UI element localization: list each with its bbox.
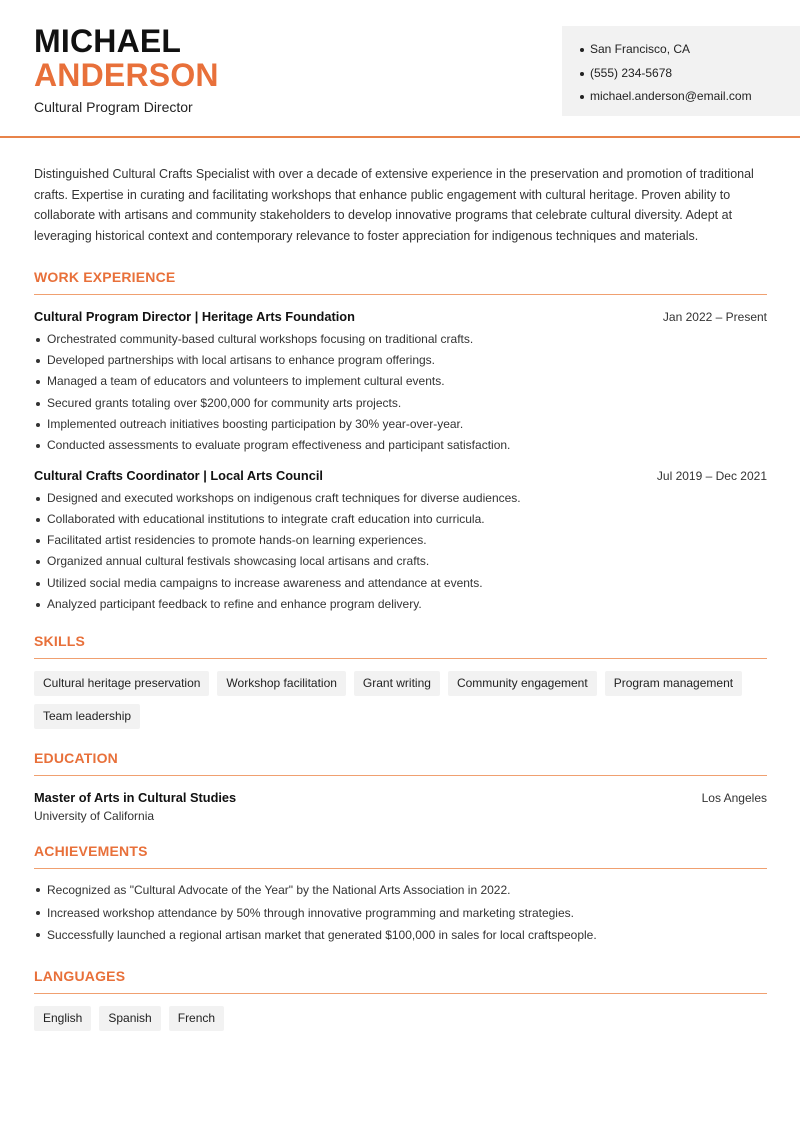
- job-bullet: Designed and executed workshops on indigenous craft techniques for diverse audiences.: [34, 488, 767, 509]
- contact-location: San Francisco, CA: [580, 38, 800, 62]
- skill-chip: Grant writing: [354, 671, 440, 696]
- achievement-item: Recognized as "Cultural Advocate of the Year" by the National Arts Association in 2022.: [34, 879, 767, 902]
- job-header: [34, 309, 767, 324]
- education-location: Los Angeles: [701, 791, 767, 806]
- job-bullet: Managed a team of educators and volunteers to implement cultural events.: [34, 371, 767, 392]
- skill-chip: Community engagement: [448, 671, 597, 696]
- job-bullet: Orchestrated community-based cultural workshops focusing on traditional crafts.: [34, 329, 767, 350]
- job-title: Cultural Program Director: [34, 99, 193, 115]
- job-bullet: Organized annual cultural festivals showcasing local artisans and crafts.: [34, 551, 767, 572]
- education-section: [34, 750, 767, 823]
- skills-section: [34, 633, 767, 729]
- job-bullet: Facilitated artist residencies to promote hands-on learning experiences.: [34, 530, 767, 551]
- skill-chip: Team leadership: [34, 704, 140, 729]
- job-bullet: Utilized social media campaigns to increase awareness and attendance at events.: [34, 573, 767, 594]
- last-name: ANDERSON: [34, 57, 219, 93]
- job-bullet: Secured grants totaling over $200,000 for community arts projects.: [34, 393, 767, 414]
- resume-header: [0, 0, 800, 138]
- job-bullet: Collaborated with educational institutions to integrate craft education into curricula.: [34, 509, 767, 530]
- skill-chip: Program management: [605, 671, 742, 696]
- contact-email[interactable]: michael.anderson@email.com: [580, 85, 800, 109]
- job-entry: [34, 468, 767, 616]
- contact-box: [562, 26, 800, 116]
- language-chips: [34, 1006, 767, 1031]
- summary: Distinguished Cultural Crafts Specialist with over a decade of extensive experience in the preservation and promotion of traditional crafts. Expertise in curating and facilitating workshops that enhance public engagement with cultural heritage. Proven ability to collaborate with artisans and community stakeholders to develop innovative programs that celebrate cultural diversity. Adept at leveraging historical context and contemporary relevance to foster appreciation for indigenous techniques and materials.: [34, 167, 754, 244]
- resume-body: [34, 164, 767, 1031]
- contact-phone: (555) 234-5678: [580, 62, 800, 86]
- job-header: [34, 468, 767, 483]
- achievement-bullets: [34, 879, 767, 947]
- achievement-item: Increased workshop attendance by 50% through innovative programming and marketing strategies.: [34, 902, 767, 925]
- section-title-languages: LANGUAGES: [34, 968, 767, 994]
- education-degree: Master of Arts in Cultural Studies: [34, 790, 237, 806]
- job-bullet: Conducted assessments to evaluate program effectiveness and participant satisfaction.: [34, 435, 767, 456]
- job-bullet: Developed partnerships with local artisans to enhance program offerings.: [34, 350, 767, 371]
- language-chip: Spanish: [99, 1006, 160, 1031]
- job-role: Cultural Crafts Coordinator | Local Arts Council: [34, 467, 323, 483]
- skills-chips: [34, 671, 767, 729]
- job-bullets: [34, 329, 767, 457]
- job-entry: [34, 309, 767, 457]
- skill-chip: Workshop facilitation: [217, 671, 346, 696]
- job-bullets: [34, 488, 767, 616]
- contact-list: [580, 38, 800, 109]
- languages-section: [34, 968, 767, 1031]
- achievements-section: [34, 843, 767, 947]
- achievement-item: Successfully launched a regional artisan market that generated $100,000 in sales for local craftspeople.: [34, 924, 767, 947]
- work-section: [34, 269, 767, 616]
- job-bullet: Analyzed participant feedback to refine and enhance program delivery.: [34, 594, 767, 615]
- section-title-achievements: ACHIEVEMENTS: [34, 843, 767, 869]
- skill-chip: Cultural heritage preservation: [34, 671, 209, 696]
- section-title-skills: SKILLS: [34, 633, 767, 659]
- job-bullet: Implemented outreach initiatives boosting participation by 30% year-over-year.: [34, 414, 767, 435]
- first-name: MICHAEL: [34, 23, 182, 59]
- language-chip: French: [169, 1006, 224, 1031]
- job-dates: Jul 2019 – Dec 2021: [656, 468, 767, 483]
- language-chip: English: [34, 1006, 91, 1031]
- section-title-education: EDUCATION: [34, 750, 767, 776]
- education-header: [34, 790, 767, 805]
- job-role: Cultural Program Director | Heritage Arts Foundation: [34, 308, 355, 324]
- section-title-work: WORK EXPERIENCE: [34, 269, 767, 295]
- education-school: University of California: [34, 809, 155, 824]
- job-dates: Jan 2022 – Present: [662, 309, 767, 324]
